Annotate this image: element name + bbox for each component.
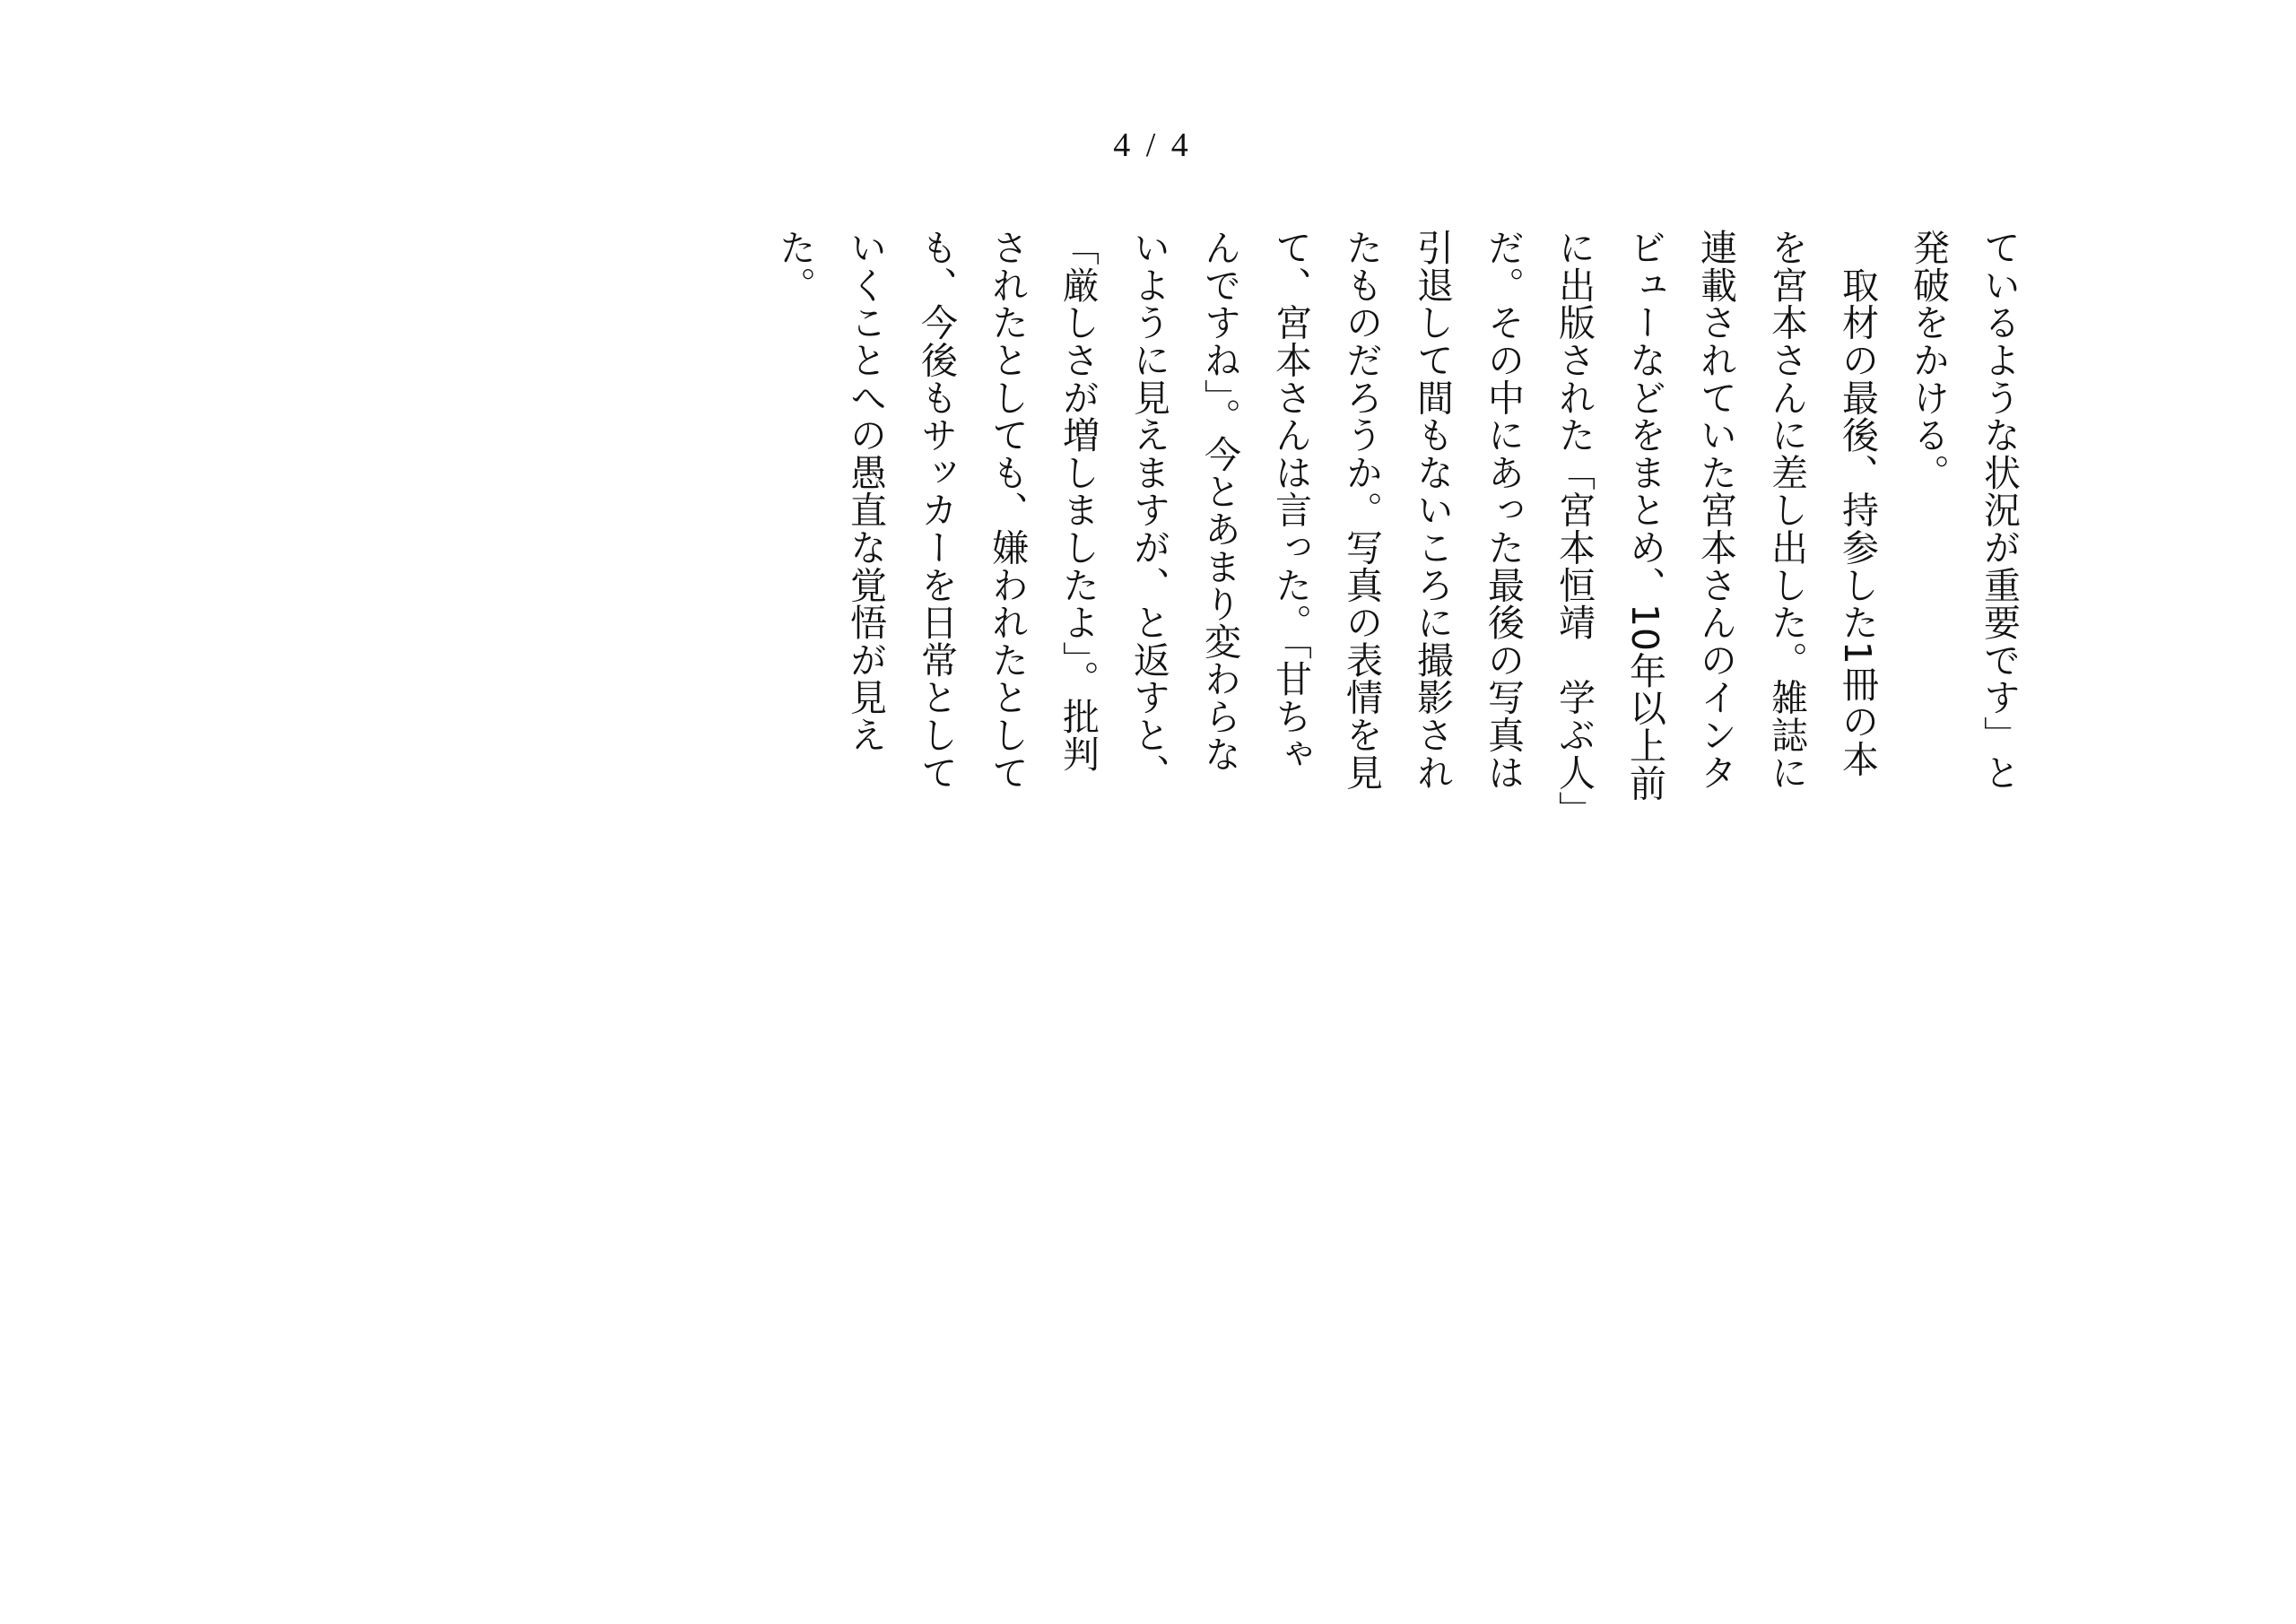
- total-page-number: 4: [1170, 126, 1192, 164]
- article-line: に出版された「宮本恒靖 学ぶ人」: [1552, 229, 1596, 829]
- article-line: 発破をかける。: [1907, 229, 1950, 491]
- article-line: いように見えますが、と返すと、: [1127, 229, 1170, 791]
- current-page-number: 4: [1113, 126, 1135, 164]
- article-line: されたとしても、嫌われたとして: [986, 229, 1029, 791]
- article-line: も、今後もサッカーを日常として: [915, 229, 958, 791]
- article-line: 「厳しさが増しましたよ」。批判: [1057, 229, 1100, 773]
- article-line: 引退して間もないころに撮影され: [1411, 229, 1454, 791]
- article-body: [759, 229, 2034, 829]
- article-line: たものだろうか。写真の表情を見: [1340, 229, 1383, 791]
- article-line: 連載されていた宮本さんのインタ: [1694, 229, 1737, 791]
- article-line: 取材の最後、持参した1冊の本: [1836, 229, 1879, 778]
- article-line: を宮本さんに差し出した。雑誌に: [1765, 229, 1808, 791]
- article-line: ているような状況が重要です」と: [1978, 229, 2021, 791]
- page-separator: /: [1145, 126, 1160, 164]
- article-line: た。: [773, 229, 816, 304]
- article-line: んですね」。今とあまり変わらな: [1198, 229, 1241, 773]
- article-line: だ。その中にあった最後の写真は: [1482, 229, 1525, 791]
- page-indicator: [1103, 126, 1202, 165]
- article-line: いくことへの愚直な覚悟が見え: [844, 229, 887, 754]
- article-line: ビューなどをまとめ、10年以上前: [1623, 229, 1666, 802]
- article-line: て、宮本さんは言った。「甘ちゃ: [1269, 229, 1312, 773]
